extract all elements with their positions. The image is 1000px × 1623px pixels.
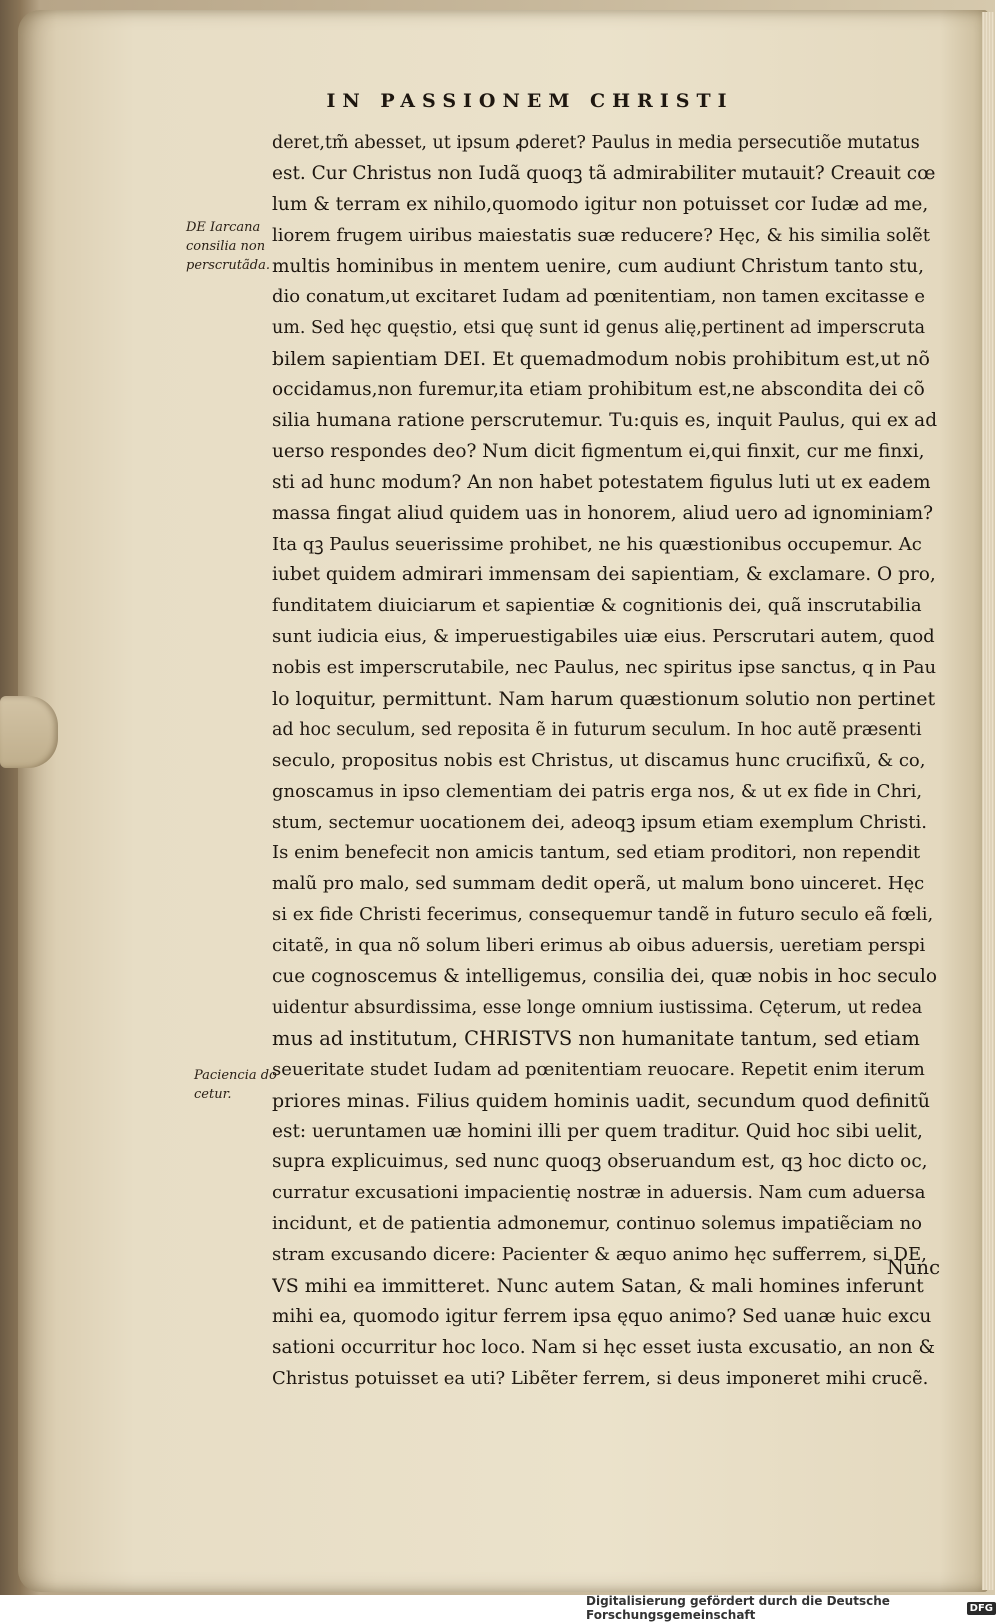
text-line: dio conatum,ut excitaret Iudam ad pœnitentiam, non tamen excitasse e xyxy=(272,286,926,308)
text-line: Ita qꝫ Paulus seuerissime prohibet, ne his quæstionibus occupemur. Ac xyxy=(272,533,922,555)
text-line: sti ad hunc modum? An non habet potestatem figulus luti ut ex eadem xyxy=(272,471,931,493)
text-line: iubet quidem admirari immensam dei sapientiam, & exclamare. O pro, xyxy=(272,564,936,586)
margin-note: DE Iarcana consilia non perscrutãda. xyxy=(186,220,270,273)
text-line: malũ pro malo, sed summam dedit operã, ut malum bono uinceret. Hęc xyxy=(272,873,925,895)
text-line: incidunt, et de patientia admonemur, continuo solemus impatiẽciam no xyxy=(272,1213,923,1235)
running-head: IN PASSIONEM CHRISTI xyxy=(326,90,734,112)
catchword: Nunc xyxy=(886,1256,940,1279)
text-line: silia humana ratione perscrutemur. Tu:quis es, inquit Paulus, qui ex ad xyxy=(272,410,937,432)
text-line: stum, sectemur uocationem dei, adeoqꝫ ipsum etiam exemplum Christi. xyxy=(272,811,928,833)
text-line: gnoscamus in ipso clementiam dei patris erga nos, & ut ex fide in Chri, xyxy=(272,780,923,802)
margin-note: Paciencia do cetur. xyxy=(194,1068,277,1102)
text-line: mihi ea, quomodo igitur ferrem ipsa ęquo animo? Sed uanæ huic excu xyxy=(272,1305,932,1327)
page-edge xyxy=(982,12,994,1590)
text-line: uerso respondes deo? Num dicit figmentum ei,qui finxit, cur me finxi, xyxy=(272,440,925,462)
text-line: seculo, propositus nobis est Christus, ut discamus hunc crucifixũ, & co, xyxy=(272,749,926,771)
text-line: um. Sed hęc quęstio, etsi quę sunt id genus alię,pertinent ad imperscruta xyxy=(272,318,926,339)
dfg-logo: DFG xyxy=(967,1602,996,1615)
text-line: ad hoc seculum, sed reposita ẽ in futurum seculum. In hoc autẽ præsenti xyxy=(272,719,922,740)
digitization-footer xyxy=(586,1594,996,1622)
text-line: mus ad institutum, CHRISTVS non humanitate tantum, sed etiam xyxy=(272,1026,920,1050)
text-line: Christus potuisset ea uti? Libẽter ferrem, si deus imponeret mihi crucẽ. xyxy=(272,1367,929,1389)
book-clasp xyxy=(0,696,58,768)
text-line: citatẽ, in qua nõ solum liberi erimus ab oibus aduersis, ueretiam perspi xyxy=(272,935,926,957)
text-line: stram excusando dicere: Pacienter & æquo animo hęc sufferrem, si DE, xyxy=(272,1244,927,1266)
text-line: sationi occurritur hoc loco. Nam si hęc esset iusta excusatio, an non & xyxy=(272,1336,935,1358)
text-line: priores minas. Filius quidem hominis uadit, secundum quod definitũ xyxy=(272,1089,931,1112)
text-line: cue cognoscemus & intelligemus, consilia dei, quæ nobis in hoc seculo xyxy=(272,966,937,988)
text-line: curratur excusationi impacientię nostræ in aduersis. Nam cum aduersa xyxy=(272,1182,926,1204)
body-text xyxy=(272,128,937,1395)
text-line: uidentur absurdissima, esse longe omnium iustissima. Cęterum, ut redea xyxy=(272,997,923,1018)
text-line: funditatem diuiciarum et sapientiæ & cognitionis dei, quã inscrutabilia xyxy=(272,595,922,617)
text-line: liorem frugem uiribus maiestatis suæ reducere? Hęc, & his similia solẽt xyxy=(272,224,931,246)
text-line: deret,tm̃ abesset, ut ipsum ꝓderet? Paulus in media persecutiõe mutatus xyxy=(272,133,920,153)
text-line: sunt iudicia eius, & imperuestigabiles uiæ eius. Perscrutari autem, quod xyxy=(272,626,935,648)
text-line: massa fingat aliud quidem uas in honorem, aliud uero ad ignominiam? xyxy=(272,502,934,524)
text-line: est: ueruntamen uæ homini illi per quem traditur. Quid hoc sibi uelit, xyxy=(272,1120,923,1142)
text-line: occidamus,non furemur,ita etiam prohibitum est,ne abscondita dei cõ xyxy=(272,379,925,401)
text-line: lum & terram ex nihilo,quomodo igitur non potuisset cor Iudæ ad me, xyxy=(272,193,929,215)
footer-text: Digitalisierung gefördert durch die Deutsche Forschungsgemeinschaft xyxy=(586,1594,890,1622)
text-line: seueritate studet Iudam ad pœnitentiam reuocare. Repetit enim iterum xyxy=(272,1058,925,1080)
text-line: supra explicuimus, sed nunc quoqꝫ obseruandum est, qꝫ hoc dicto oc, xyxy=(272,1151,928,1173)
text-line: bilem sapientiam DEI. Et quemadmodum nobis prohibitum est,ut nõ xyxy=(272,348,930,371)
text-line: si ex fide Christi fecerimus, consequemur tandẽ in futuro seculo eã fœli, xyxy=(272,904,934,926)
text-line: est. Cur Christus non Iudã quoqꝫ tã admirabiliter mutauit? Creauit cœ xyxy=(272,162,936,184)
text-line: multis hominibus in mentem uenire, cum audiunt Christum tanto stu, xyxy=(272,255,924,277)
text-line: lo loquitur, permittunt. Nam harum quæstionum solutio non pertinet xyxy=(272,688,936,711)
text-line: nobis est imperscrutabile, nec Paulus, nec spiritus ipse sanctus, q in Pau xyxy=(272,657,937,679)
text-line: VS mihi ea immitteret. Nunc autem Satan, & mali homines inferunt xyxy=(272,1274,924,1297)
text-line: Is enim benefecit non amicis tantum, sed etiam proditori, non rependit xyxy=(272,842,921,864)
